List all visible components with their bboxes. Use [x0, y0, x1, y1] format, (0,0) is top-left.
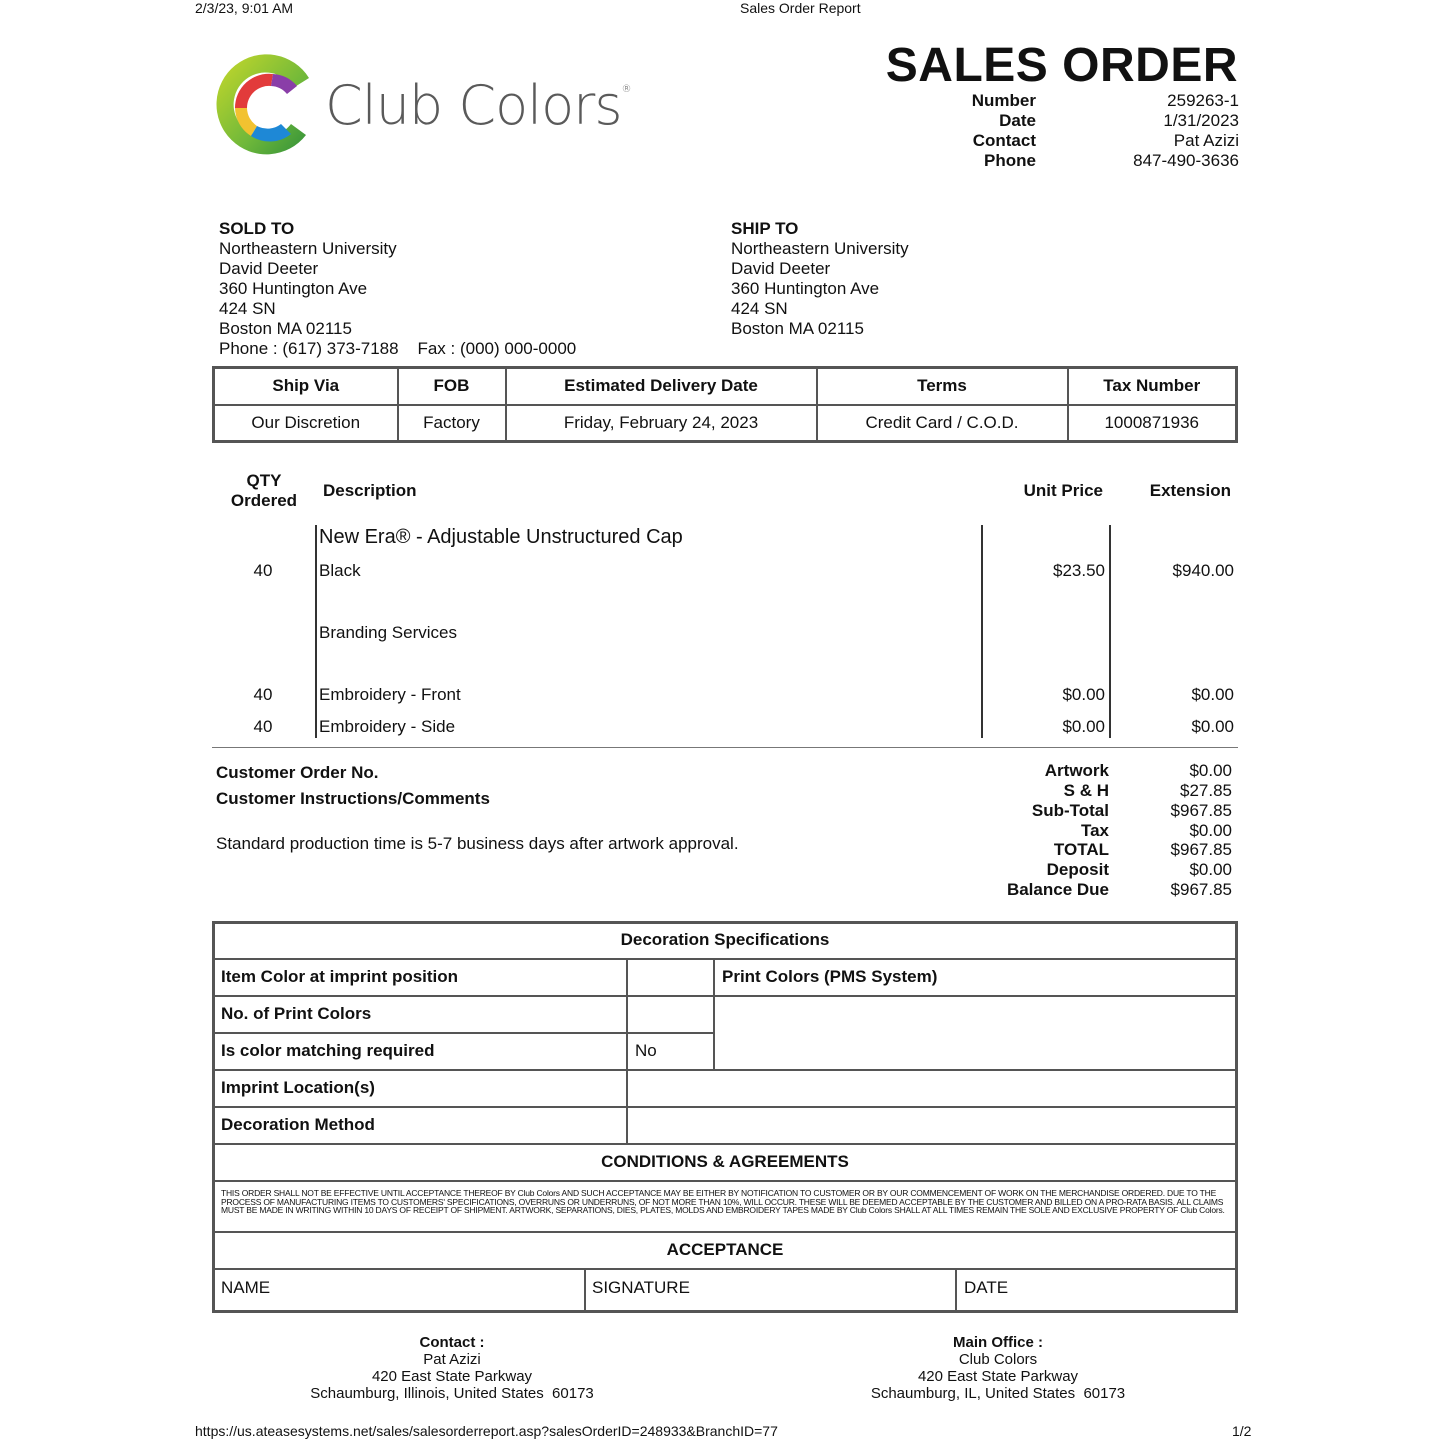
acceptance-signature-field[interactable]: SIGNATURE: [592, 1278, 690, 1297]
extension-divider: [1109, 525, 1111, 738]
item-desc: Black: [319, 561, 361, 580]
item-extension: $0.00: [1191, 685, 1234, 704]
qty-header-line: QTY: [246, 471, 282, 490]
rule: [212, 1180, 1238, 1182]
order-number: 259263-1: [1167, 91, 1239, 110]
order-date: 1/31/2023: [1163, 111, 1239, 130]
footer-office-line: Club Colors: [958, 1351, 1038, 1368]
sold-to-line: 424 SN: [219, 299, 276, 318]
print-datetime: 2/3/23, 9:01 AM: [195, 0, 294, 16]
order-number-label: Number: [971, 91, 1036, 110]
sh-label: S & H: [1063, 781, 1109, 800]
sales-order-title: SALES ORDER: [885, 39, 1238, 92]
order-phone-label: Phone: [984, 151, 1036, 170]
qty-ordered-header: [222, 471, 306, 511]
item-unit-price: $23.50: [1053, 561, 1105, 580]
footer-office-heading: Main Office :: [952, 1334, 1043, 1351]
deposit-label: Deposit: [1046, 860, 1109, 879]
description-divider: [315, 525, 317, 738]
terms-value: Credit Card / C.O.D.: [817, 405, 1068, 442]
fob-header: FOB: [398, 368, 506, 405]
balance-due-label: Balance Due: [1006, 880, 1109, 899]
color-matching-value: No: [635, 1041, 657, 1060]
ship-via-value: Our Discretion: [214, 405, 398, 442]
footer-office-line: 420 East State Parkway: [917, 1368, 1079, 1385]
deposit-value: $0.00: [1189, 860, 1232, 879]
footer-contact: [272, 1334, 632, 1402]
ship-to-line: 424 SN: [731, 299, 788, 318]
sold-to-line: Northeastern University: [219, 239, 397, 258]
extension-header: Extension: [1149, 481, 1231, 500]
product-name: New Era® - Adjustable Unstructured Cap: [319, 526, 683, 548]
unit-price-divider: [981, 525, 983, 738]
sold-to-line: Boston MA 02115: [219, 319, 352, 338]
footer-office: [818, 1334, 1178, 1402]
acceptance-title: ACCEPTANCE: [666, 1240, 784, 1259]
shipping-table: [212, 366, 1238, 443]
customer-comment: Standard production time is 5-7 business days after artwork approval.: [216, 834, 739, 853]
item-desc: Branding Services: [319, 623, 457, 642]
sold-to-line: David Deeter: [219, 259, 319, 278]
item-extension: $0.00: [1191, 717, 1234, 736]
fob-value: Factory: [398, 405, 506, 442]
item-qty: 40: [253, 717, 273, 736]
tax-number-value: 1000871936: [1068, 405, 1237, 442]
customer-order-no-label: Customer Order No.: [216, 763, 379, 782]
decoration-method-label: Decoration Method: [221, 1115, 375, 1134]
brand-name: Club Colors®: [325, 74, 631, 137]
order-contact-label: Contact: [972, 131, 1036, 150]
tax-value: $0.00: [1189, 821, 1232, 840]
sold-to-heading: SOLD TO: [219, 219, 295, 238]
ordered-header-line: Ordered: [230, 491, 298, 510]
decoration-title: Decoration Specifications: [620, 929, 830, 949]
tax-label: Tax: [1080, 821, 1109, 840]
tax-number-header: Tax Number: [1068, 368, 1237, 405]
total-value: $967.85: [1170, 840, 1232, 859]
artwork-value: $0.00: [1189, 761, 1232, 780]
ship-to-line: 360 Huntington Ave: [731, 279, 880, 298]
item-qty: 40: [253, 685, 273, 704]
rule: [212, 1268, 1238, 1270]
print-page-number: 1/2: [1232, 1423, 1252, 1439]
balance-due-value: $967.85: [1170, 880, 1232, 899]
ship-via-header: Ship Via: [214, 368, 398, 405]
total-label: TOTAL: [1053, 840, 1109, 859]
imprint-location-label: Imprint Location(s): [221, 1078, 375, 1097]
ship-to-line: Boston MA 02115: [731, 319, 864, 338]
rule: [626, 958, 628, 1143]
footer-contact-line: Pat Azizi: [423, 1351, 481, 1368]
ship-to-heading: SHIP TO: [731, 219, 799, 238]
acceptance-name-field[interactable]: NAME: [221, 1278, 271, 1297]
ship-to-line: Northeastern University: [731, 239, 909, 258]
order-phone: 847-490-3636: [1133, 151, 1239, 170]
customer-comments-label: Customer Instructions/Comments: [216, 789, 490, 808]
footer-office-line: Schaumburg, IL, United States 60173: [870, 1385, 1126, 1402]
unit-price-header: Unit Price: [1023, 481, 1103, 500]
description-header: Description: [323, 481, 417, 500]
color-matching-label: Is color matching required: [221, 1041, 435, 1060]
item-desc: Embroidery - Front: [319, 685, 461, 704]
item-unit-price: $0.00: [1062, 717, 1105, 736]
club-colors-logo-icon: [211, 50, 321, 160]
order-date-label: Date: [999, 111, 1036, 130]
print-url[interactable]: https://us.ateasesystems.net/sales/salesorderreport.asp?salesOrderID=248933&BranchID=77: [195, 1423, 778, 1439]
footer-contact-line: Schaumburg, Illinois, United States 60173: [310, 1385, 594, 1402]
acceptance-date-field[interactable]: DATE: [964, 1278, 1009, 1297]
ship-to-block: [731, 219, 909, 339]
conditions-title: CONDITIONS & AGREEMENTS: [601, 1152, 849, 1171]
delivery-date-value: Friday, February 24, 2023: [506, 405, 817, 442]
delivery-date-header: Estimated Delivery Date: [506, 368, 817, 405]
rule: [584, 1268, 586, 1313]
sold-to-line: 360 Huntington Ave: [219, 279, 368, 298]
item-color-label: Item Color at imprint position: [221, 967, 459, 986]
item-unit-price: $0.00: [1062, 685, 1105, 704]
order-contact: Pat Azizi: [1173, 131, 1239, 150]
print-colors-label: Print Colors (PMS System): [722, 967, 938, 986]
items-bottom-rule: [212, 747, 1238, 748]
rule: [713, 958, 715, 1069]
footer-contact-heading: Contact :: [419, 1334, 485, 1351]
footer-contact-line: 420 East State Parkway: [371, 1368, 533, 1385]
subtotal-value: $967.85: [1170, 801, 1232, 820]
artwork-label: Artwork: [1044, 761, 1109, 780]
rule: [955, 1268, 957, 1313]
item-desc: Embroidery - Side: [319, 717, 456, 736]
num-print-colors-label: No. of Print Colors: [221, 1004, 372, 1023]
ship-to-line: David Deeter: [731, 259, 831, 278]
subtotal-label: Sub-Total: [1031, 801, 1109, 820]
item-qty: 40: [253, 561, 273, 580]
sh-value: $27.85: [1180, 781, 1232, 800]
item-extension: $940.00: [1172, 561, 1234, 580]
terms-header: Terms: [817, 368, 1068, 405]
conditions-text: THIS ORDER SHALL NOT BE EFFECTIVE UNTIL ACCEPTANCE THEREOF BY Club Colors AND SUCH ACCEPTANCE MAY BE EITHER BY NOTIFICATION TO CUSTOMER OR BY OUR COMMENCEMENT OF WORK ON THE MERCHANDISE ORDERED. DUE TO THE PROCESS OF MANUFACTURING ITEMS TO CUSTOMERS' SPECIFICATIONS, OVERRUNS OR UNDERRUNS, OF NOT MORE THAN 10%, WILL OCCUR. THESE WILL BE DEEMED ACCEPTABLE BY THE CUSTOMER AND BILLED ON A PRO-RATA BASIS. ALL CLAIMS MUST BE MADE IN WRITING WITHIN 10 DAYS OF RECEIPT OF SHIPMENT. ARTWORK, SEPARATIONS, DIES, PLATES, MOLDS AND EMBROIDERY TAPES MADE BY Club Colors SHALL AT ALL TIMES REMAIN THE SOLE AND EXCLUSIVE PROPERTY OF Club Colors.: [221, 1188, 1225, 1216]
sold-to-block: [219, 219, 576, 359]
sold-to-phone-fax: Phone : (617) 373-7188 Fax : (000) 000-0000: [219, 339, 577, 358]
print-page-title: Sales Order Report: [740, 0, 861, 16]
